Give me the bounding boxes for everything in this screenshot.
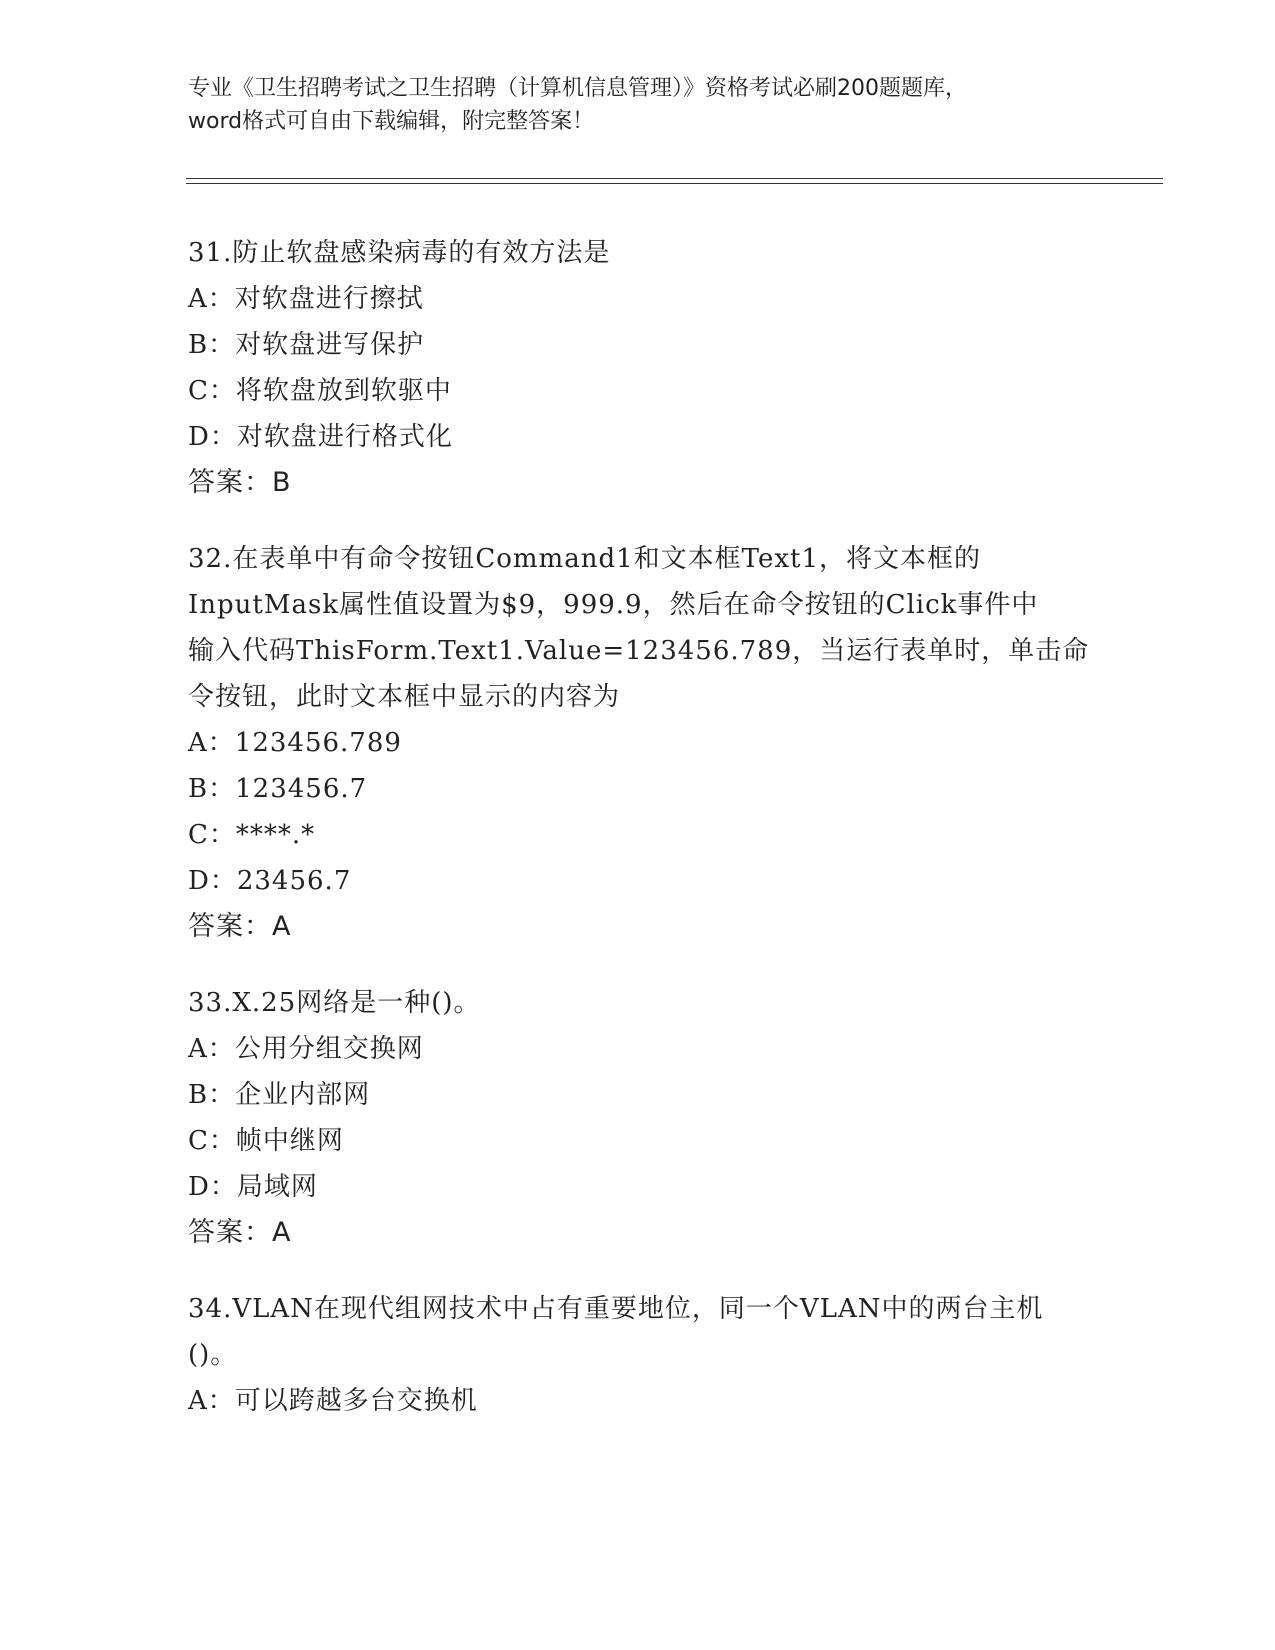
header-line-1: 专业《卫生招聘考试之卫生招聘（计算机信息管理）》资格考试必刷200题题库，	[188, 76, 967, 101]
answer-label: 答案：B	[188, 467, 292, 498]
option-b: B：对软盘进写保护	[188, 330, 425, 360]
option-d: D：对软盘进行格式化	[188, 422, 453, 452]
option-a: A：可以跨越多台交换机	[188, 1386, 478, 1416]
header-divider-bottom	[186, 183, 1163, 184]
option-d: D：23456.7	[188, 866, 352, 896]
question-stem	[188, 536, 1088, 720]
question-stem-line: InputMask属性值设置为$9，999.9，然后在命令按钮的Click事件中	[188, 590, 1039, 620]
option-b: B：123456.7	[188, 774, 368, 804]
question-stem-line: 34.VLAN在现代组网技术中占有重要地位，同一个VLAN中的两台主机	[188, 1294, 1044, 1324]
question-list	[188, 230, 1088, 1454]
header-divider-top	[186, 178, 1163, 179]
question-stem-line: 33.X.25网络是一种()。	[188, 988, 481, 1018]
question-32	[188, 536, 1088, 950]
option-a: A：123456.789	[188, 728, 402, 758]
header-line-2: word格式可自由下载编辑，附完整答案！	[188, 109, 595, 134]
question-33	[188, 980, 1088, 1256]
question-31	[188, 230, 1088, 506]
question-stem-line: 31.防止软盘感染病毒的有效方法是	[188, 238, 611, 268]
option-a: A：对软盘进行擦拭	[188, 284, 424, 314]
answer-label: 答案：A	[188, 1217, 292, 1248]
answer-label: 答案：A	[188, 911, 292, 942]
question-stem	[188, 230, 1088, 276]
option-b: B：企业内部网	[188, 1080, 371, 1110]
option-c: C：****.*	[188, 820, 316, 850]
option-d: D：局域网	[188, 1172, 318, 1202]
question-stem-line: 32.在表单中有命令按钮Command1和文本框Text1，将文本框的	[188, 544, 981, 574]
document-header	[188, 72, 1088, 138]
question-stem-line: ()。	[188, 1340, 238, 1370]
option-c: C：帧中继网	[188, 1126, 344, 1156]
question-34	[188, 1286, 1088, 1424]
question-stem	[188, 1286, 1088, 1378]
question-stem	[188, 980, 1088, 1026]
option-a: A：公用分组交换网	[188, 1034, 424, 1064]
option-c: C：将软盘放到软驱中	[188, 376, 452, 406]
question-stem-line: 令按钮，此时文本框中显示的内容为	[188, 682, 621, 712]
question-stem-line: 输入代码ThisForm.Text1.Value=123456.789，当运行表单时，单击命	[188, 636, 1090, 666]
